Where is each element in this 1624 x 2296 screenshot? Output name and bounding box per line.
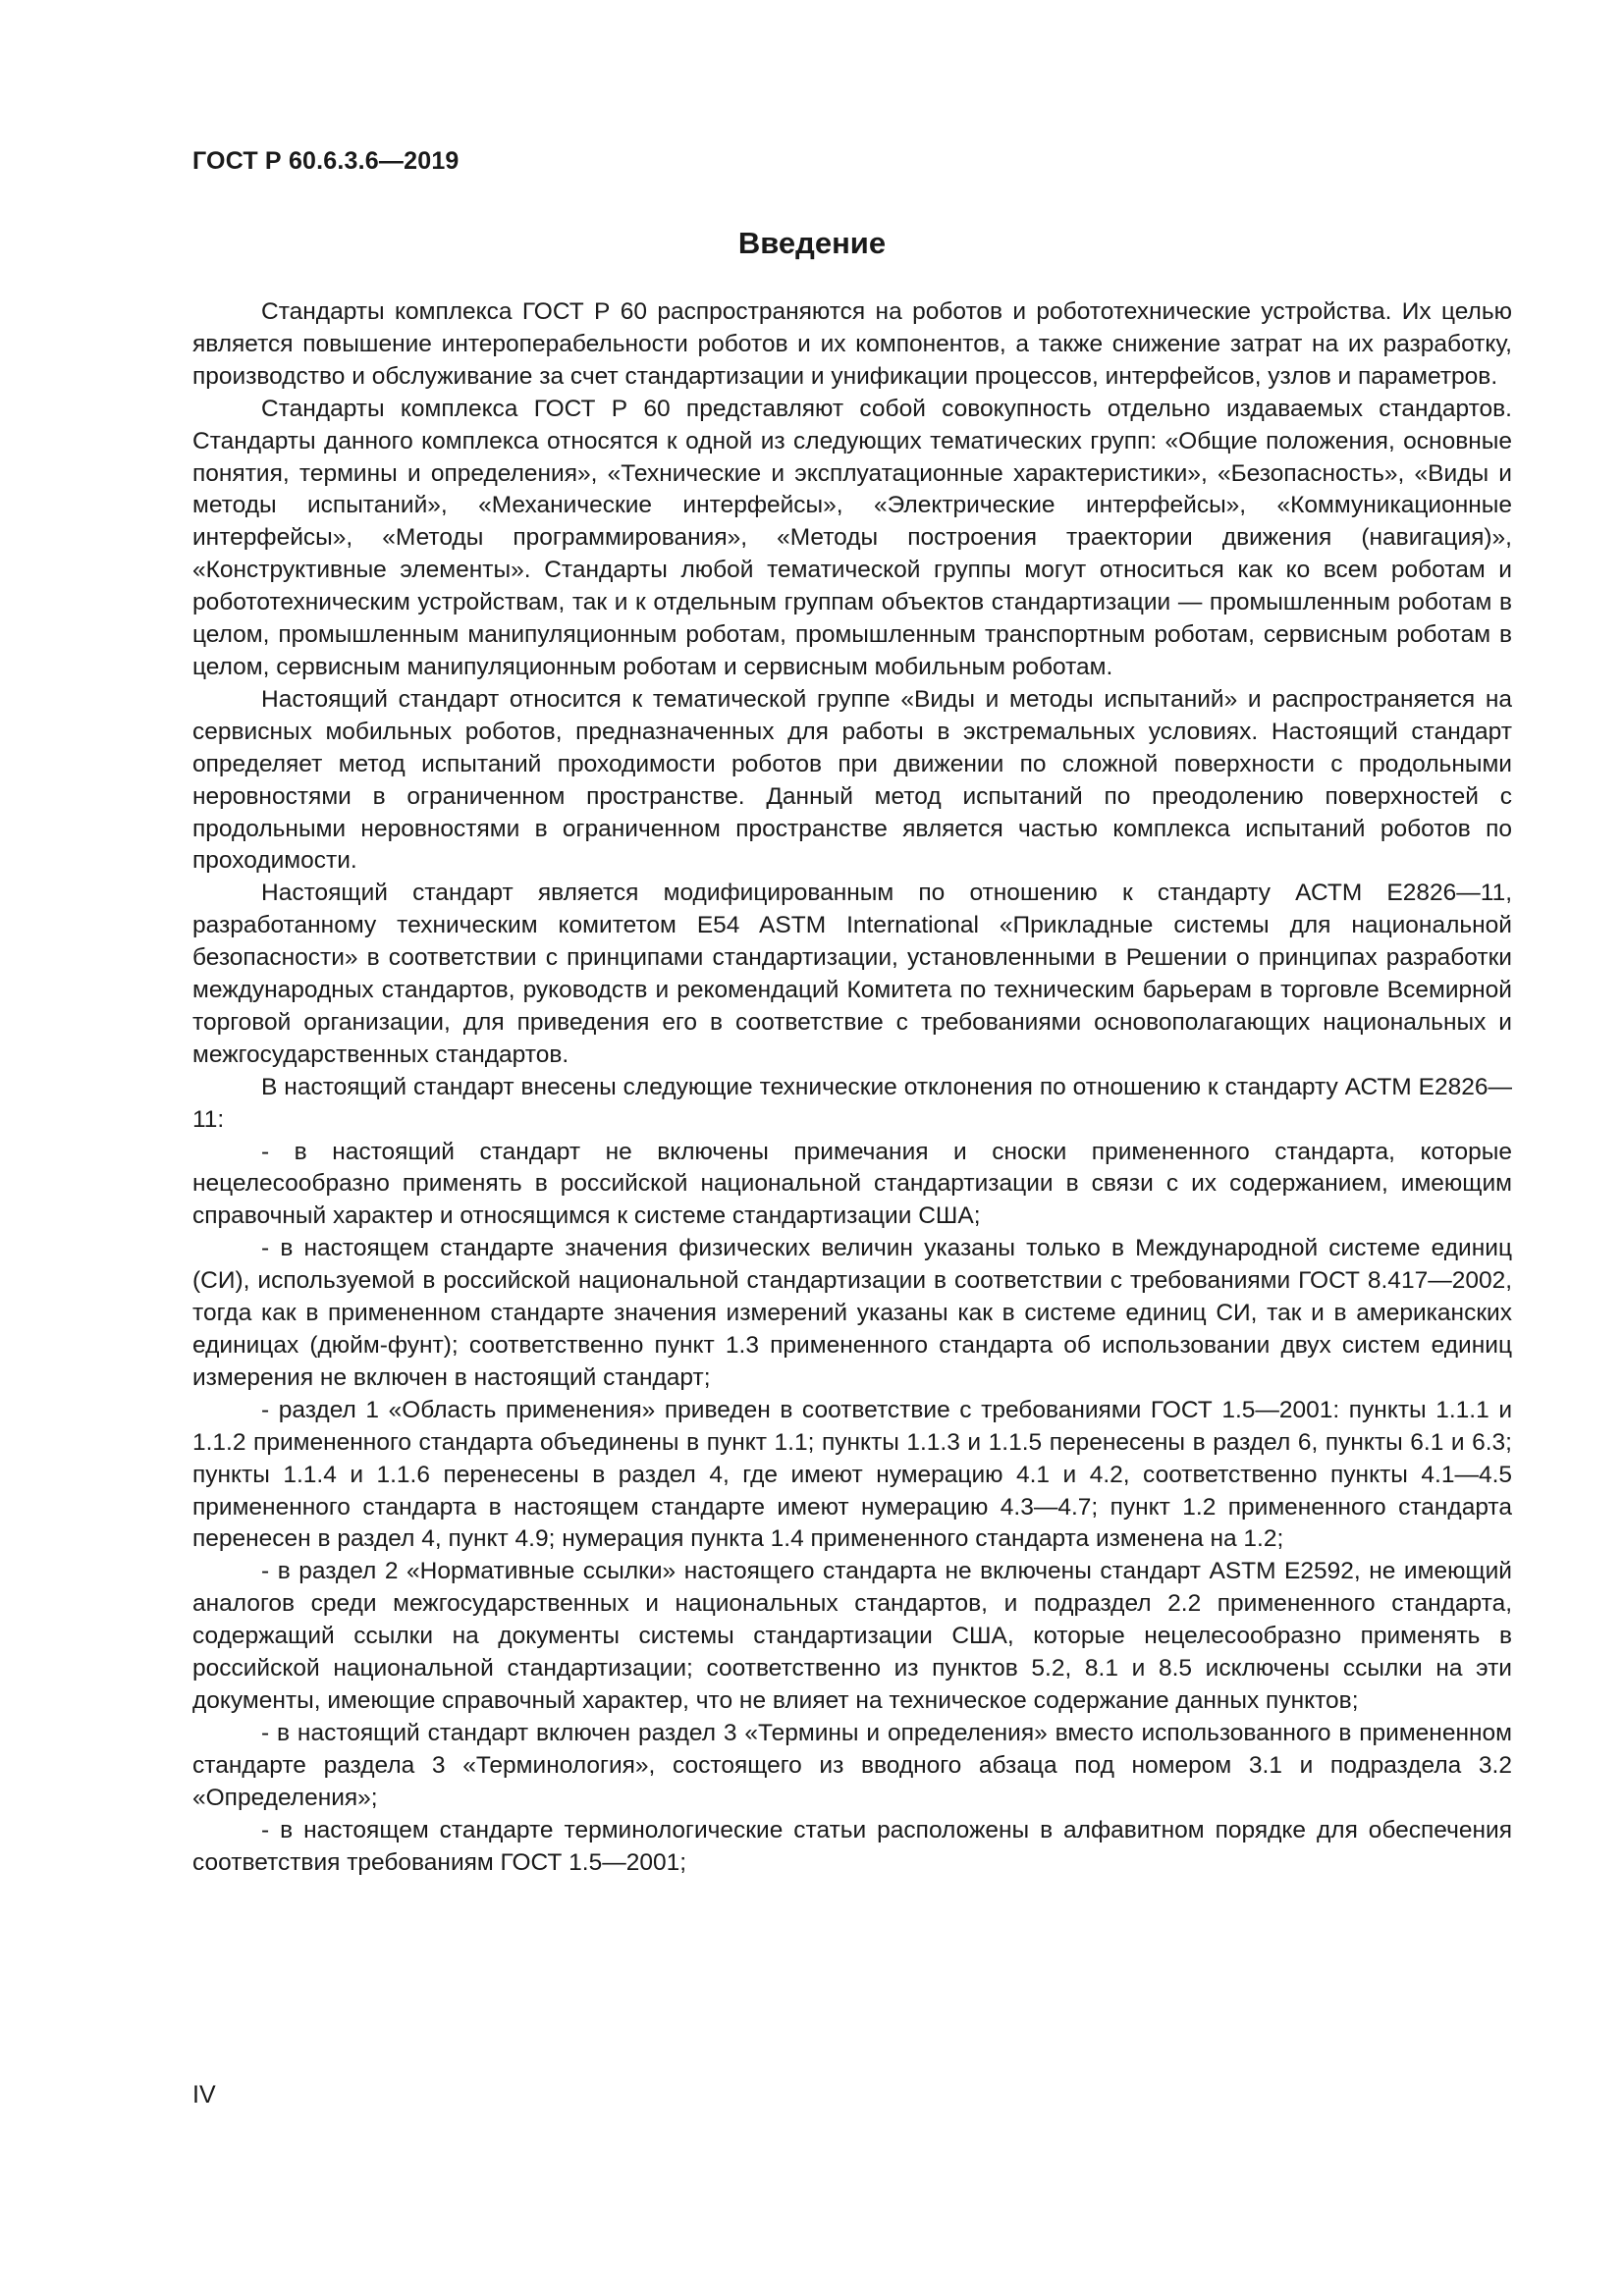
list-item: - раздел 1 «Область применения» приведен в соответствие с требованиями ГОСТ 1.5—2001: пункты 1.1.1 и 1.1.2 примененного стандарта объединены в пункт 1.1; пункты 1.1.3 и 1.1.5 перенесены в раздел 6, пункты 6.1 и 6.3; пункты 1.1.4 и 1.1.6 перенесены в раздел 4, где имеют нумерацию 4.1 и 4.2, соответственно пункты 4.1—4.5 примененного стандарта в настоящем стандарте имеют нумерацию 4.3—4.7; пункт 1.2 примененного стандарта перенесен в раздел 4, пункт 4.9; нумерация пункта 1.4 примененного стандарта изменена на 1.2; [192,1396,1512,1553]
document-code: ГОСТ Р 60.6.3.6—2019 [192,147,460,175]
paragraph: Настоящий стандарт относится к тематической группе «Виды и методы испытаний» и распространяется на сервисных мобильных роботов, предназначенных для работы в экстремальных условиях. Настоящий стандарт определяет метод испытаний проходимости роботов при движении по сложной поверхности с продольными неровностями в ограниченном пространстве. Данный метод испытаний по преодолению поверхностей с продольными неровностями в ограниченном пространстве является частью комплекса испытаний роботов по проходимости. [192,685,1512,875]
paragraph: В настоящий стандарт внесены следующие технические отклонения по отношению к стандарту АСТМ Е2826—11: [192,1073,1512,1133]
list-item: - в настоящем стандарте значения физических величин указаны только в Международной системе единиц (СИ), используемой в российской национальной стандартизации в соответствии с требованиями ГОСТ 8.417—2002, тогда как в примененном стандарте значения измерений указаны как в системе единиц СИ, так и в американских единицах (дюйм-фунт); соответственно пункт 1.3 примененного стандарта об использовании двух систем единиц измерения не включен в настоящий стандарт; [192,1235,1512,1391]
list-item: - в настоящий стандарт включен раздел 3 «Термины и определения» вместо использованного в примененном стандарте раздела 3 «Терминология», состоящего из вводного абзаца под номером 3.1 и подраздела 3.2 «Определения»; [192,1719,1512,1811]
paragraph: Стандарты комплекса ГОСТ Р 60 распространяются на роботов и робототехнические устройства. Их целью является повышение интероперабельности роботов и их компонентов, а также снижение затрат на их разработку, производство и обслуживание за счет стандартизации и унификации процессов, интерфейсов, узлов и параметров. [192,298,1512,390]
paragraph: Стандарты комплекса ГОСТ Р 60 представляют собой совокупность отдельно издаваемых стандартов. Стандарты данного комплекса относятся к одной из следующих тематических групп: «Общие положения, основные понятия, термины и определения», «Технические и эксплуатационные характеристики», «Безопасность», «Виды и методы испытаний», «Механические интерфейсы», «Электрические интерфейсы», «Коммуникационные интерфейсы», «Методы программирования», «Методы построения траектории движения (навигация)», «Конструктивные элементы». Стандарты любой тематической группы могут относиться как ко всем роботам и робототехническим устройствам, так и к отдельным группам объектов стандартизации — промышленным роботам в целом, промышленным манипуляционным роботам, промышленным транспортным роботам, сервисным роботам в целом, сервисным манипуляционным роботам и сервисным мобильным роботам. [192,395,1512,680]
section-title: Введение [737,226,887,260]
list-item: - в настоящем стандарте терминологические статьи расположены в алфавитном порядке для обеспечения соответствия требованиям ГОСТ 1.5—2001; [192,1816,1512,1876]
paragraph: Настоящий стандарт является модифицированным по отношению к стандарту АСТМ Е2826—11, разработанному техническим комитетом E54 ASTM International «Прикладные системы для национальной безопасности» в соответствии с принципами стандартизации, установленными в Решении о принципах разработки международных стандартов, руководств и рекомендаций Комитета по техническим барьерам в торговле Всемирной торговой организации, для приведения его в соответствие с требованиями основополагающих национальных и межгосударственных стандартов. [192,880,1512,1068]
list-item: - в настоящий стандарт не включены примечания и сноски примененного стандарта, которые нецелесообразно применять в российской национальной стандартизации в связи с их содержанием, имеющим справочный характер и относящимся к системе стандартизации США; [192,1138,1512,1230]
list-item: - в раздел 2 «Нормативные ссылки» настоящего стандарта не включены стандарт ASTM E2592, не имеющий аналогов среди межгосударственных и национальных стандартов, и подраздел 2.2 примененного стандарта, содержащий ссылки на документы системы стандартизации США, которые нецелесообразно применять в российской национальной стандартизации; соответственно из пунктов 5.2, 8.1 и 8.5 исключены ссылки на эти документы, имеющие справочный характер, что не влияет на техническое содержание данных пунктов; [192,1558,1512,1714]
page-number: IV [192,2081,216,2109]
section-body [192,296,1512,1879]
